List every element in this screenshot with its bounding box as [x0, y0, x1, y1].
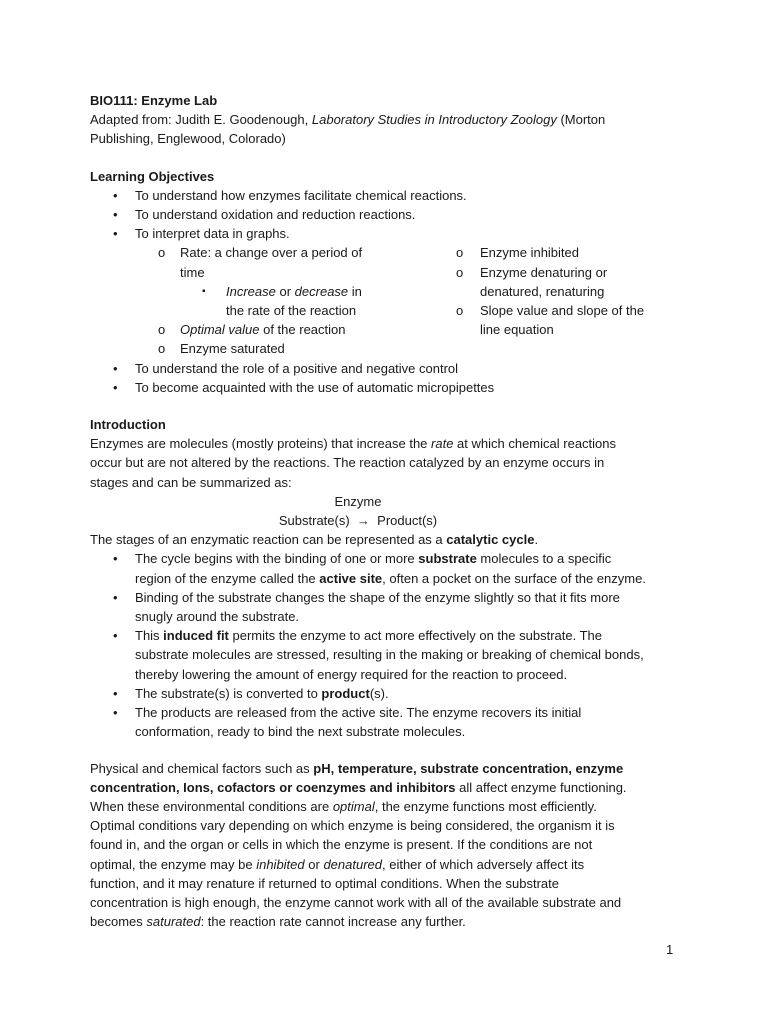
subitem-slope-line2: line equation	[480, 322, 554, 338]
catalytic-cycle-term: catalytic cycle	[446, 532, 535, 548]
catalytic-cycle-list	[90, 549, 690, 741]
subitem-rate-line2: time	[180, 264, 205, 280]
intro-paragraph-line: occur but are not altered by the reactions. The reaction catalyzed by an enzyme occurs in	[90, 455, 605, 471]
subitem-optimal	[90, 320, 456, 339]
objective-item: • To interpret data in graphs.	[90, 224, 690, 243]
spacer	[90, 149, 690, 167]
saturated-word: saturated	[146, 914, 201, 930]
text-run: or	[304, 856, 324, 872]
objective-item: • To understand oxidation and reduction reactions.	[90, 205, 690, 224]
cycle-step	[90, 703, 690, 741]
cycle-step	[90, 626, 690, 684]
factors-term: pH, temperature, substrate concentration, enzyme	[313, 760, 624, 776]
stages-line	[90, 530, 690, 549]
cycle-step-line: • Binding of the substrate changes the shape of the enzyme slightly so that it fits more	[135, 589, 620, 605]
objectives-list	[90, 186, 690, 244]
factors-paragraph-line	[90, 759, 690, 778]
optimal-word: Optimal value	[180, 322, 260, 338]
text-run: , often a pocket on the surface of the enzyme.	[382, 570, 646, 586]
spacer	[90, 397, 690, 415]
optimal-rest: of the reaction	[259, 322, 346, 338]
intro-paragraph-line: stages and can be summarized as:	[90, 474, 292, 490]
text-run: Enzymes are molecules (mostly proteins) that increase the	[90, 436, 432, 452]
cycle-step-line: substrate molecules are stressed, resulting in the making or breaking of chemical bonds,	[135, 647, 644, 663]
subitem-denaturing-line1: o Enzyme denaturing or	[480, 264, 608, 280]
cycle-step	[90, 549, 690, 587]
decrease-word: decrease	[294, 283, 349, 299]
factors-paragraph-line	[90, 797, 690, 816]
text-run: This	[135, 628, 164, 644]
document-page	[90, 91, 690, 931]
book-title: Laboratory Studies in Introductory Zoology	[311, 112, 557, 128]
subitem-increase-line1	[226, 282, 456, 301]
text-run: at which chemical reactions	[453, 436, 617, 452]
cycle-step-line	[135, 626, 690, 645]
spacer	[90, 742, 690, 759]
cycle-step-line: conformation, ready to bind the next substrate molecules.	[135, 724, 466, 740]
factors-paragraph-line: function, and it may renature if returned to optimal conditions. When the substrate	[90, 875, 559, 891]
cycle-step-line: • The products are released from the active site. The enzyme recovers its initial	[135, 705, 582, 721]
text-run: When these environmental conditions are	[90, 798, 333, 814]
factors-paragraph-line: Optimal conditions vary depending on which enzyme is being considered, the organism it is	[90, 818, 615, 834]
optimal-word: optimal	[332, 798, 375, 814]
intro-paragraph-line	[90, 434, 690, 453]
factors-paragraph-line	[90, 778, 690, 797]
subitem-increase-decrease	[90, 282, 456, 320]
active-site-term: active site	[319, 570, 383, 586]
text-run: permits the enzyme to act more effectively on the substrate. The	[228, 628, 602, 644]
text-run: The cycle begins with the binding of one or more	[135, 551, 419, 567]
cycle-step	[90, 588, 690, 626]
objective-item: • To understand how enzymes facilitate chemical reactions.	[90, 186, 690, 205]
factors-paragraph-line	[90, 912, 690, 931]
cycle-step-line	[135, 569, 690, 588]
text-run: Physical and chemical factors such as	[90, 760, 314, 776]
adapted-from-line	[90, 110, 690, 129]
text-run: molecules to a specific	[476, 551, 612, 567]
objective-item: • To become acquainted with the use of automatic micropipettes	[90, 378, 690, 397]
text-run: (s).	[369, 685, 389, 701]
graph-subitems-left	[90, 243, 456, 358]
equation-substrate: Substrate(s)	[278, 513, 350, 529]
factors-paragraph-line: concentration is high enough, the enzyme cannot work with all of the available substrate and	[90, 894, 622, 910]
text-run: The stages of an enzymatic reaction can be represented as a	[90, 532, 447, 548]
product-term: product	[321, 685, 370, 701]
objective-item: • To understand the role of a positive and negative control	[90, 359, 690, 378]
cycle-step-line: snugly around the substrate.	[135, 609, 300, 625]
subitem-slope	[456, 301, 690, 339]
introduction-heading: Introduction	[90, 417, 166, 433]
graph-subitems-right	[456, 243, 690, 358]
inhibited-word: inhibited	[256, 856, 305, 872]
denatured-word: denatured	[323, 856, 382, 872]
adapted-prefix: Adapted from: Judith E. Goodenough,	[90, 112, 312, 128]
text-run: : the reaction rate cannot increase any further.	[200, 914, 466, 930]
factors-term: concentration, Ions, cofactors or coenzymes and inhibitors	[90, 779, 456, 795]
reaction-equation	[90, 511, 690, 530]
document-title: BIO111: Enzyme Lab	[90, 93, 218, 108]
reaction-arrow-icon: →	[356, 513, 370, 529]
cycle-step-line	[135, 549, 690, 568]
objectives-list-continued	[90, 359, 690, 397]
subitem-rate-line1: o Rate: a change over a period of	[180, 245, 363, 261]
subitem-inhibited: o Enzyme inhibited	[456, 243, 690, 262]
or-word: or	[275, 283, 295, 299]
page-number: 1	[666, 942, 674, 957]
text-run: optimal, the enzyme may be	[90, 856, 257, 872]
text-run: .	[534, 532, 539, 548]
subitem-increase-line2: the rate of the reaction	[226, 303, 357, 319]
subitem-slope-line1: o Slope value and slope of the	[480, 303, 645, 319]
text-run: region of the enzyme called the	[135, 570, 320, 586]
text-run: The substrate(s) is converted to	[135, 685, 322, 701]
objectives-heading: Learning Objectives	[90, 168, 215, 184]
cycle-step	[90, 684, 690, 703]
substrate-term: substrate	[418, 551, 477, 567]
adapted-suffix: (Morton	[556, 112, 606, 128]
factors-paragraph-line	[90, 855, 690, 874]
factors-paragraph-line: found in, and the organ or cells in which the enzyme is present. If the conditions are not	[90, 837, 593, 853]
adapted-from-line-2: Publishing, Englewood, Colorado)	[90, 131, 286, 147]
text-run: all affect enzyme functioning.	[455, 779, 627, 795]
subitem-denaturing	[456, 263, 690, 301]
in-word: in	[348, 283, 362, 299]
increase-word: Increase	[226, 283, 276, 299]
equation-enzyme-label: Enzyme	[334, 493, 382, 509]
induced-fit-term: induced fit	[163, 628, 229, 644]
subitem-denaturing-line2: denatured, renaturing	[480, 283, 605, 299]
rate-word: rate	[431, 436, 454, 452]
text-run: , the enzyme functions most efficiently.	[374, 798, 597, 814]
equation-product: Product(s)	[377, 513, 438, 529]
subitem-saturated: o Enzyme saturated	[90, 339, 456, 358]
text-run: becomes	[90, 914, 147, 930]
graph-subitems	[90, 243, 690, 358]
subitem-rate	[90, 243, 456, 281]
text-run: , either of which adversely affect its	[382, 856, 585, 872]
cycle-step-line: thereby lowering the amount of energy required for the reaction to proceed.	[135, 666, 568, 682]
